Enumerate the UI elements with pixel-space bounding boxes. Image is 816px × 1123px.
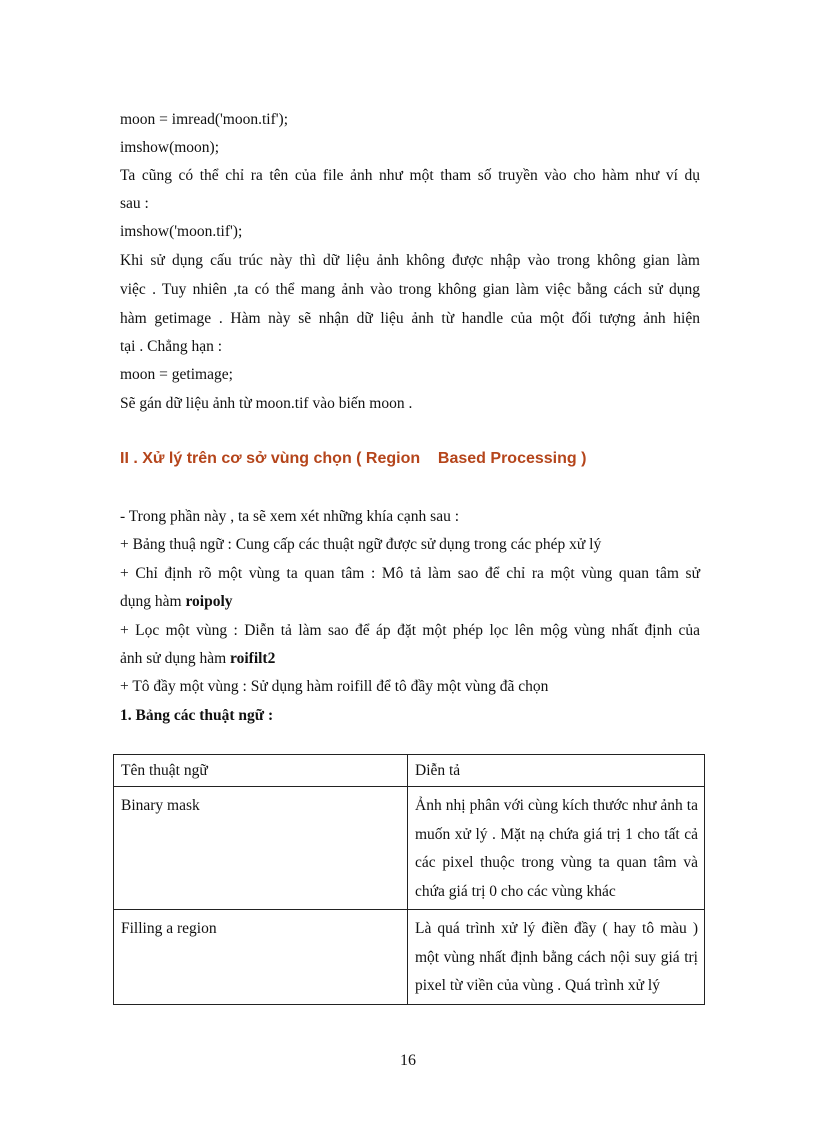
list-text: dụng hàm (120, 593, 186, 610)
subheading-terminology: 1. Bảng các thuật ngữ : (120, 707, 274, 724)
code-line-getimage: moon = getimage; (120, 366, 233, 383)
terminology-table (113, 754, 705, 1005)
table-header-cell: Tên thuật ngữ (114, 755, 408, 787)
list-text: ảnh sử dụng hàm (120, 650, 230, 667)
function-name-roipoly: roipoly (185, 593, 233, 610)
list-item-terminology: + Bảng thuậ ngữ : Cung cấp các thuật ngữ được sử dụng trong các phép xử lý (120, 536, 602, 553)
list-item-roi: + Chỉ định rõ một vùng ta quan tâm : Mô tả làm sao để chỉ ra một vùng quan tâm sử (120, 565, 700, 582)
code-line-imshow: imshow(moon); (120, 139, 220, 156)
paragraph-line: tại . Chẳng hạn : (120, 338, 223, 355)
table-cell-desc: Là quá trình xử lý điền đầy ( hay tô màu ) một vùng nhất định bằng cách nội suy giá trị pixel từ viền của vùng . Quá trình xử lý (408, 910, 705, 1005)
list-item-filter-cont (120, 649, 700, 669)
paragraph-line: hàm getimage . Hàm này sẽ nhận dữ liệu ảnh từ handle của một đối tượng ảnh hiện (120, 310, 700, 327)
code-line-imread: moon = imread('moon.tif'); (120, 111, 289, 128)
paragraph-line: sau : (120, 195, 149, 212)
paragraph-line: Sẽ gán dữ liệu ảnh từ moon.tif vào biến moon . (120, 395, 413, 412)
table-cell-term: Binary mask (114, 787, 408, 910)
code-line-imshow-file: imshow('moon.tif'); (120, 223, 243, 240)
list-item-filter: + Lọc một vùng : Diễn tả làm sao để áp đặt một phép lọc lên mộg vùng nhất định của (120, 622, 700, 639)
section-heading: II . Xử lý trên cơ sở vùng chọn ( Region Based Processing ) (120, 450, 587, 467)
table-row (114, 787, 705, 910)
list-item-roi-cont (120, 592, 700, 612)
table-header-cell: Diễn tả (408, 755, 705, 787)
list-item-fill: + Tô đầy một vùng : Sử dụng hàm roifill để tô đầy một vùng đã chọn (120, 678, 549, 695)
paragraph-line: Khi sử dụng cấu trúc này thì dữ liệu ảnh không được nhập vào trong không gian làm (120, 252, 700, 269)
paragraph-line: việc . Tuy nhiên ,ta có thể mang ảnh vào trong không gian làm việc bằng cách sử dụng (120, 281, 700, 298)
table-cell-desc: Ảnh nhị phân với cùng kích thước như ảnh ta muốn xử lý . Mặt nạ chứa giá trị 1 cho tất cả các pixel thuộc trong vùng ta quan tâm và chứa giá trị 0 cho các vùng khác (408, 787, 705, 910)
list-intro: - Trong phần này , ta sẽ xem xét những khía cạnh sau : (120, 508, 460, 525)
table-header-row (114, 755, 705, 787)
paragraph-line: Ta cũng có thể chỉ ra tên của file ảnh như một tham số truyền vào cho hàm như ví dụ (120, 167, 700, 184)
table-row (114, 910, 705, 1005)
table-cell-term: Filling a region (114, 910, 408, 1005)
function-name-roifilt2: roifilt2 (230, 650, 276, 667)
page-number: 16 (400, 1052, 416, 1069)
